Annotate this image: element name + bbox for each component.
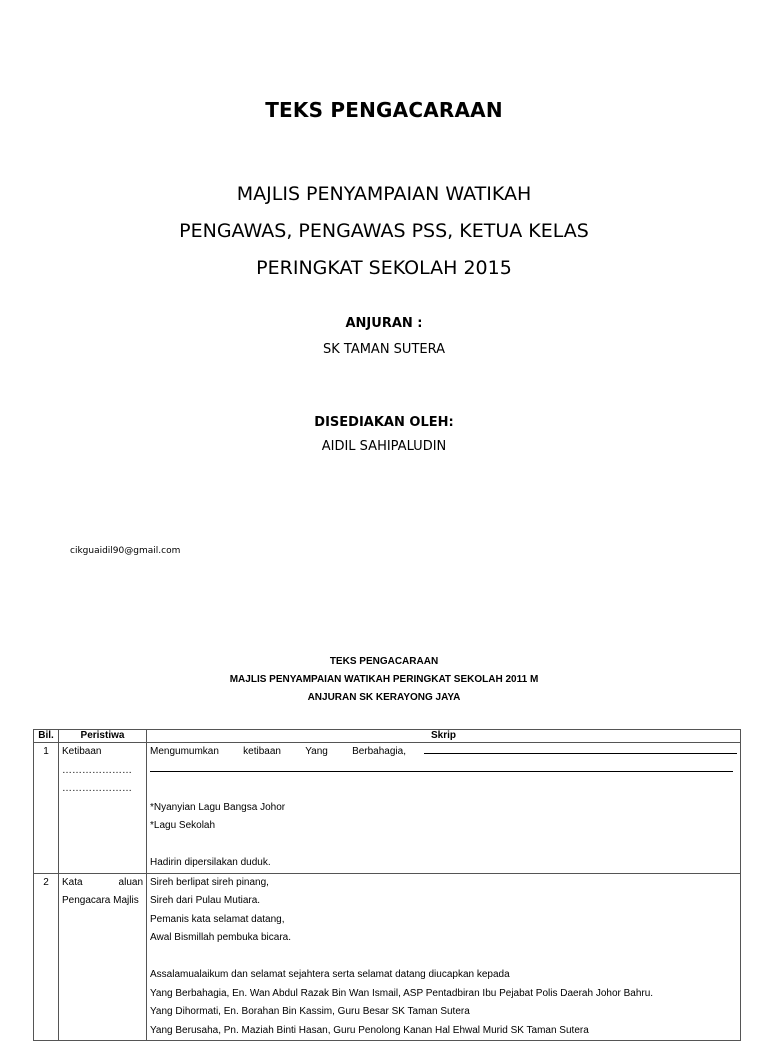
- row-script: [147, 873, 741, 1041]
- table-header-row: [34, 730, 741, 743]
- anjuran-label: ANJURAN :: [345, 316, 423, 331]
- script-line: Awal Bismillah pembuka bicara.: [150, 932, 291, 943]
- table-row: [34, 743, 741, 874]
- header-skrip: Skrip: [147, 730, 741, 743]
- event-text: Pengacara Majlis: [62, 895, 139, 906]
- script-line: Yang Berbahagia, En. Wan Abdul Razak Bin Wan Ismail, ASP Pentadbiran Ibu Pejabat Polis Daerah Johor Bahru.: [150, 987, 654, 999]
- script-line: [150, 836, 737, 855]
- script-line: *Lagu Sekolah: [150, 820, 216, 831]
- event-text: [62, 874, 143, 893]
- header-bil: Bil.: [34, 730, 59, 743]
- event-title-line: PENGAWAS, PENGAWAS PSS, KETUA KELAS: [179, 220, 589, 242]
- anjuran-value: SK TAMAN SUTERA: [322, 342, 446, 357]
- author-email: cikguaidil90@gmail.com: [70, 546, 181, 556]
- script-word: ketibaan: [243, 746, 281, 757]
- script-line: [150, 762, 737, 781]
- row-script: [147, 743, 741, 874]
- fill-in-blank: [150, 770, 733, 772]
- section-subtitle: MAJLIS PENYAMPAIAN WATIKAH PERINGKAT SEKOLAH 2011 M: [229, 674, 539, 685]
- event-word: aluan: [118, 876, 143, 888]
- script-word: Yang: [305, 746, 328, 757]
- script-line: Pemanis kata selamat datang,: [150, 913, 285, 925]
- script-line: Assalamualaikum dan selamat sejahtera serta selamat datang diucapkan kepada: [150, 969, 510, 980]
- script-word: Berbahagia,: [352, 746, 406, 757]
- table-row: [34, 873, 741, 1041]
- script-word: Mengumumkan: [150, 746, 219, 757]
- header-peristiwa: Peristiwa: [59, 730, 147, 743]
- event-placeholder: …………………: [62, 764, 132, 776]
- script-line: Sireh dari Pulau Mutiara.: [150, 895, 261, 906]
- row-number: 1: [34, 743, 59, 874]
- script-line: [150, 948, 737, 967]
- script-line: *Nyanyian Lagu Bangsa Johor: [150, 801, 286, 813]
- section-organizer: ANJURAN SK KERAYONG JAYA: [307, 692, 461, 703]
- script-justified-words: [150, 743, 406, 762]
- row-event: [59, 743, 147, 874]
- event-title-line: MAJLIS PENYAMPAIAN WATIKAH: [236, 183, 532, 205]
- row-event: [59, 873, 147, 1041]
- script-line: Yang Dihormati, En. Borahan Bin Kassim, Guru Besar SK Taman Sutera: [150, 1006, 470, 1017]
- event-word: Kata: [62, 876, 83, 888]
- fill-in-blank: [424, 743, 737, 754]
- script-line: Yang Berusaha, Pn. Maziah Binti Hasan, Guru Penolong Kanan Hal Ehwal Murid SK Taman Sutera: [150, 1024, 589, 1036]
- event-placeholder: …………………: [62, 783, 132, 794]
- section-title: TEKS PENGACARAAN: [329, 656, 439, 667]
- script-line: [150, 743, 737, 762]
- script-line: Hadirin dipersilakan duduk.: [150, 857, 271, 868]
- event-title: [0, 176, 768, 287]
- script-line: Sireh berlipat sireh pinang,: [150, 876, 269, 888]
- disediakan-label: DISEDIAKAN OLEH:: [314, 415, 454, 430]
- disediakan-value: AIDIL SAHIPALUDIN: [321, 439, 447, 454]
- event-title-line: PERINGKAT SEKOLAH 2015: [256, 257, 512, 279]
- script-table: [33, 729, 741, 1041]
- event-text: Ketibaan: [62, 746, 102, 757]
- row-number: 2: [34, 873, 59, 1041]
- cover-title: TEKS PENGACARAAN: [265, 98, 503, 122]
